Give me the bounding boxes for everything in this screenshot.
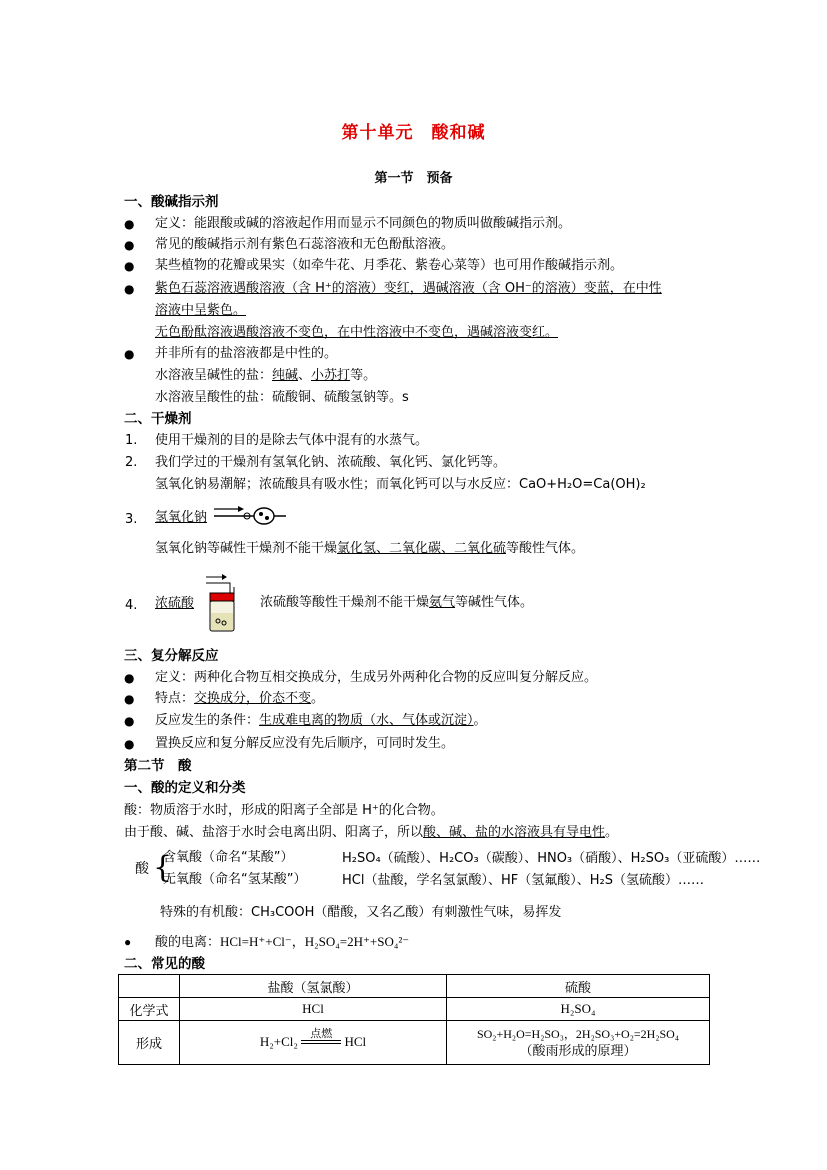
gas-washing-bottle-icon — [200, 573, 242, 635]
phenolphthalein-line: 无色酚酞溶液遇酸溶液不变色，在中性溶液中不变色，遇碱溶液变红。 — [155, 325, 559, 340]
acidic-salts: 水溶液呈酸性的盐：硫酸铜、硫酸氢钠等。s — [155, 390, 409, 405]
oxyacid-examples: H₂SO₄（硫酸）、H₂CO₃（碳酸）、HNO₃（硝酸）、H₂SO₃（亚硫酸）…… — [342, 851, 761, 866]
baking-soda: 小苏打 — [311, 368, 351, 383]
alkaline-salts-suffix: 等。 — [350, 368, 377, 383]
item-number: 2. — [125, 455, 138, 470]
cell-h2so4-formula: H₂SO₄ — [447, 998, 710, 1021]
hcl-reactants: H₂+Cl₂ — [259, 1034, 298, 1050]
naoh-note-a: 氢氧化钠等碱性干燥剂不能干燥 — [155, 541, 338, 556]
bullet-salt-solutions: ● 并非所有的盐溶液都是中性的。 — [155, 345, 337, 363]
equation-line — [301, 1043, 341, 1044]
conductivity-suffix: 。 — [605, 825, 619, 840]
table-row — [119, 1021, 710, 1065]
acidic-gases: 氯化氢、二氧化碳、二氧化硫 — [337, 541, 507, 556]
item-number: 4. — [125, 598, 138, 613]
dd-feature-suffix: 。 — [311, 691, 325, 706]
desiccant-item-2-text: 我们学过的干燥剂有氢氧化钠、浓硫酸、氧化钙、氯化钙等。 — [155, 455, 507, 470]
desiccant-item-1-text: 使用干燥剂的目的是除去气体中混有的水蒸气。 — [155, 433, 429, 448]
heading-double-decomposition: 三、复分解反应 — [124, 648, 219, 664]
heading-desiccants: 二、干燥剂 — [124, 411, 192, 427]
alkaline-salts — [155, 367, 376, 385]
cell-hcl-formation — [180, 1021, 447, 1065]
dd-feature-prefix: 特点： — [155, 691, 195, 706]
column-h2so4: 硫酸 — [447, 975, 710, 998]
column-hcl: 盐酸（氢氯酸） — [180, 975, 447, 998]
conductivity-note — [124, 824, 618, 842]
heading-common-acids: 二、常见的酸 — [124, 956, 205, 972]
dd-feature-text: 交换成分，价态不变 — [194, 691, 312, 706]
reaction-condition-arrow — [301, 1026, 341, 1051]
heading-acids: 第二节 酸 — [124, 758, 192, 774]
desiccant-item-1 — [125, 432, 429, 450]
naoh-note-b: 等酸性气体。 — [506, 541, 585, 556]
dd-condition-text: 生成难电离的物质（水、气体或沉淀） — [259, 713, 474, 728]
row-label-formula: 化学式 — [119, 998, 180, 1021]
alkaline-salts-sep: 、 — [298, 368, 312, 383]
common-acids-table — [118, 974, 710, 1065]
bullet-dd-definition: ● 定义：两种化合物互相交换成分，生成另外两种化合物的反应叫复分解反应。 — [155, 669, 597, 687]
equation-line — [301, 1040, 341, 1041]
item-number: 1. — [125, 433, 138, 448]
table-corner — [119, 975, 180, 998]
heading-indicators: 一、酸碱指示剂 — [124, 194, 219, 210]
dd-condition-suffix: 。 — [473, 713, 487, 728]
bullet-dd-condition — [155, 712, 487, 730]
heading-acid-definition: 一、酸的定义和分类 — [124, 780, 246, 796]
item-number: 3. — [125, 512, 138, 527]
acid-base-salt: 酸、碱、盐 — [423, 825, 489, 840]
nonoxyacid-examples: HCl（盐酸，学名氢氯酸）、HF（氢氟酸）、H₂S（氢硫酸）…… — [342, 873, 704, 888]
classification-brace: { — [153, 850, 173, 885]
dd-condition-prefix: 反应发生的条件： — [155, 713, 260, 728]
acid-classification-label: 酸 — [135, 861, 149, 877]
drying-tube-icon — [212, 505, 290, 527]
desiccant-item-2 — [125, 454, 507, 472]
oxyacid-label: 含氧酸（命名“某酸”） — [163, 850, 294, 865]
cell-h2so4-formation — [447, 1021, 710, 1065]
conductivity-prefix: 由于酸、碱、盐溶于水时会电离出阴、阳离子，所以 — [124, 825, 424, 840]
h2so4-note-a: 浓硫酸等酸性干燥剂不能干燥 — [260, 595, 430, 610]
h2so4-formation-equation: SO₂+H₂O=H₂SO₃，2H₂SO₃+O₂=2H₂SO₄ — [476, 1026, 680, 1041]
alkaline-salts-prefix: 水溶液呈碱性的盐： — [155, 368, 273, 383]
naoh-note — [155, 540, 584, 558]
conductivity-text: 的水溶液具有导电性 — [488, 825, 606, 840]
hcl-product: HCl — [344, 1034, 367, 1050]
desiccant-reaction: 氢氧化钠易潮解；浓硫酸具有吸水性；而氧化钙可以与水反应：CaO+H₂O=Ca(OH)₂ — [155, 477, 646, 492]
sodium-hydroxide-label: 氢氧化钠 — [155, 510, 208, 525]
desiccant-item-4 — [125, 595, 195, 613]
bullet-dd-feature — [155, 690, 324, 708]
acid-rain-note: （酸雨形成的原理） — [519, 1043, 637, 1059]
nonoxyacid-label: 无氧酸（命名“氢某酸”） — [163, 872, 307, 887]
cell-hcl-formula: HCl — [180, 998, 447, 1021]
h2so4-note-b: 等碱性气体。 — [455, 595, 534, 610]
table-header-row — [119, 975, 710, 998]
bullet-dd-order: ● 置换反应和复分解反应没有先后顺序，可同时发生。 — [155, 735, 454, 753]
organic-acid-note: 特殊的有机酸：CH₃COOH（醋酸，又名乙酸）有刺激性气味，易挥发 — [160, 905, 562, 920]
bullet-acid-ionization: ● 酸的电离：HCl=H⁺+Cl⁻，H₂SO₄=2H⁺+SO₄²⁻ — [155, 933, 409, 951]
sulfuric-acid-label: 浓硫酸 — [155, 596, 195, 611]
bullet-common-indicators: ● 常见的酸碱指示剂有紫色石蕊溶液和无色酚酞溶液。 — [155, 236, 454, 254]
litmus-line2: 溶液中呈紫色。 — [155, 303, 247, 318]
bullet-plant-indicators: ● 某些植物的花瓣或果实（如牵牛花、月季花、紫卷心菜等）也可用作酸碱指示剂。 — [155, 257, 623, 275]
row-label-formation: 形成 — [119, 1021, 180, 1065]
bullet-definition: ● 定义：能跟酸或碱的溶液起作用而显示不同颜色的物质叫做酸碱指示剂。 — [155, 215, 571, 233]
bullet-litmus: ● 紫色石蕊溶液遇酸溶液（含 H⁺的溶液）变红，遇碱溶液（含 OH⁻的溶液）变蓝，在中性 — [155, 280, 662, 298]
desiccant-item-3 — [125, 509, 208, 527]
ammonia: 氨气 — [429, 595, 456, 610]
h2so4-note — [260, 594, 533, 612]
acid-definition: 酸：物质溶于水时，形成的阳离子全部是 H⁺的化合物。 — [124, 803, 444, 818]
page-title: 第十单元 酸和碱 — [341, 123, 486, 143]
table-row — [119, 998, 710, 1021]
ignite-condition: 点燃 — [310, 1026, 333, 1040]
soda-ash: 纯碱 — [272, 368, 299, 383]
section-title: 第一节 预备 — [374, 171, 453, 186]
